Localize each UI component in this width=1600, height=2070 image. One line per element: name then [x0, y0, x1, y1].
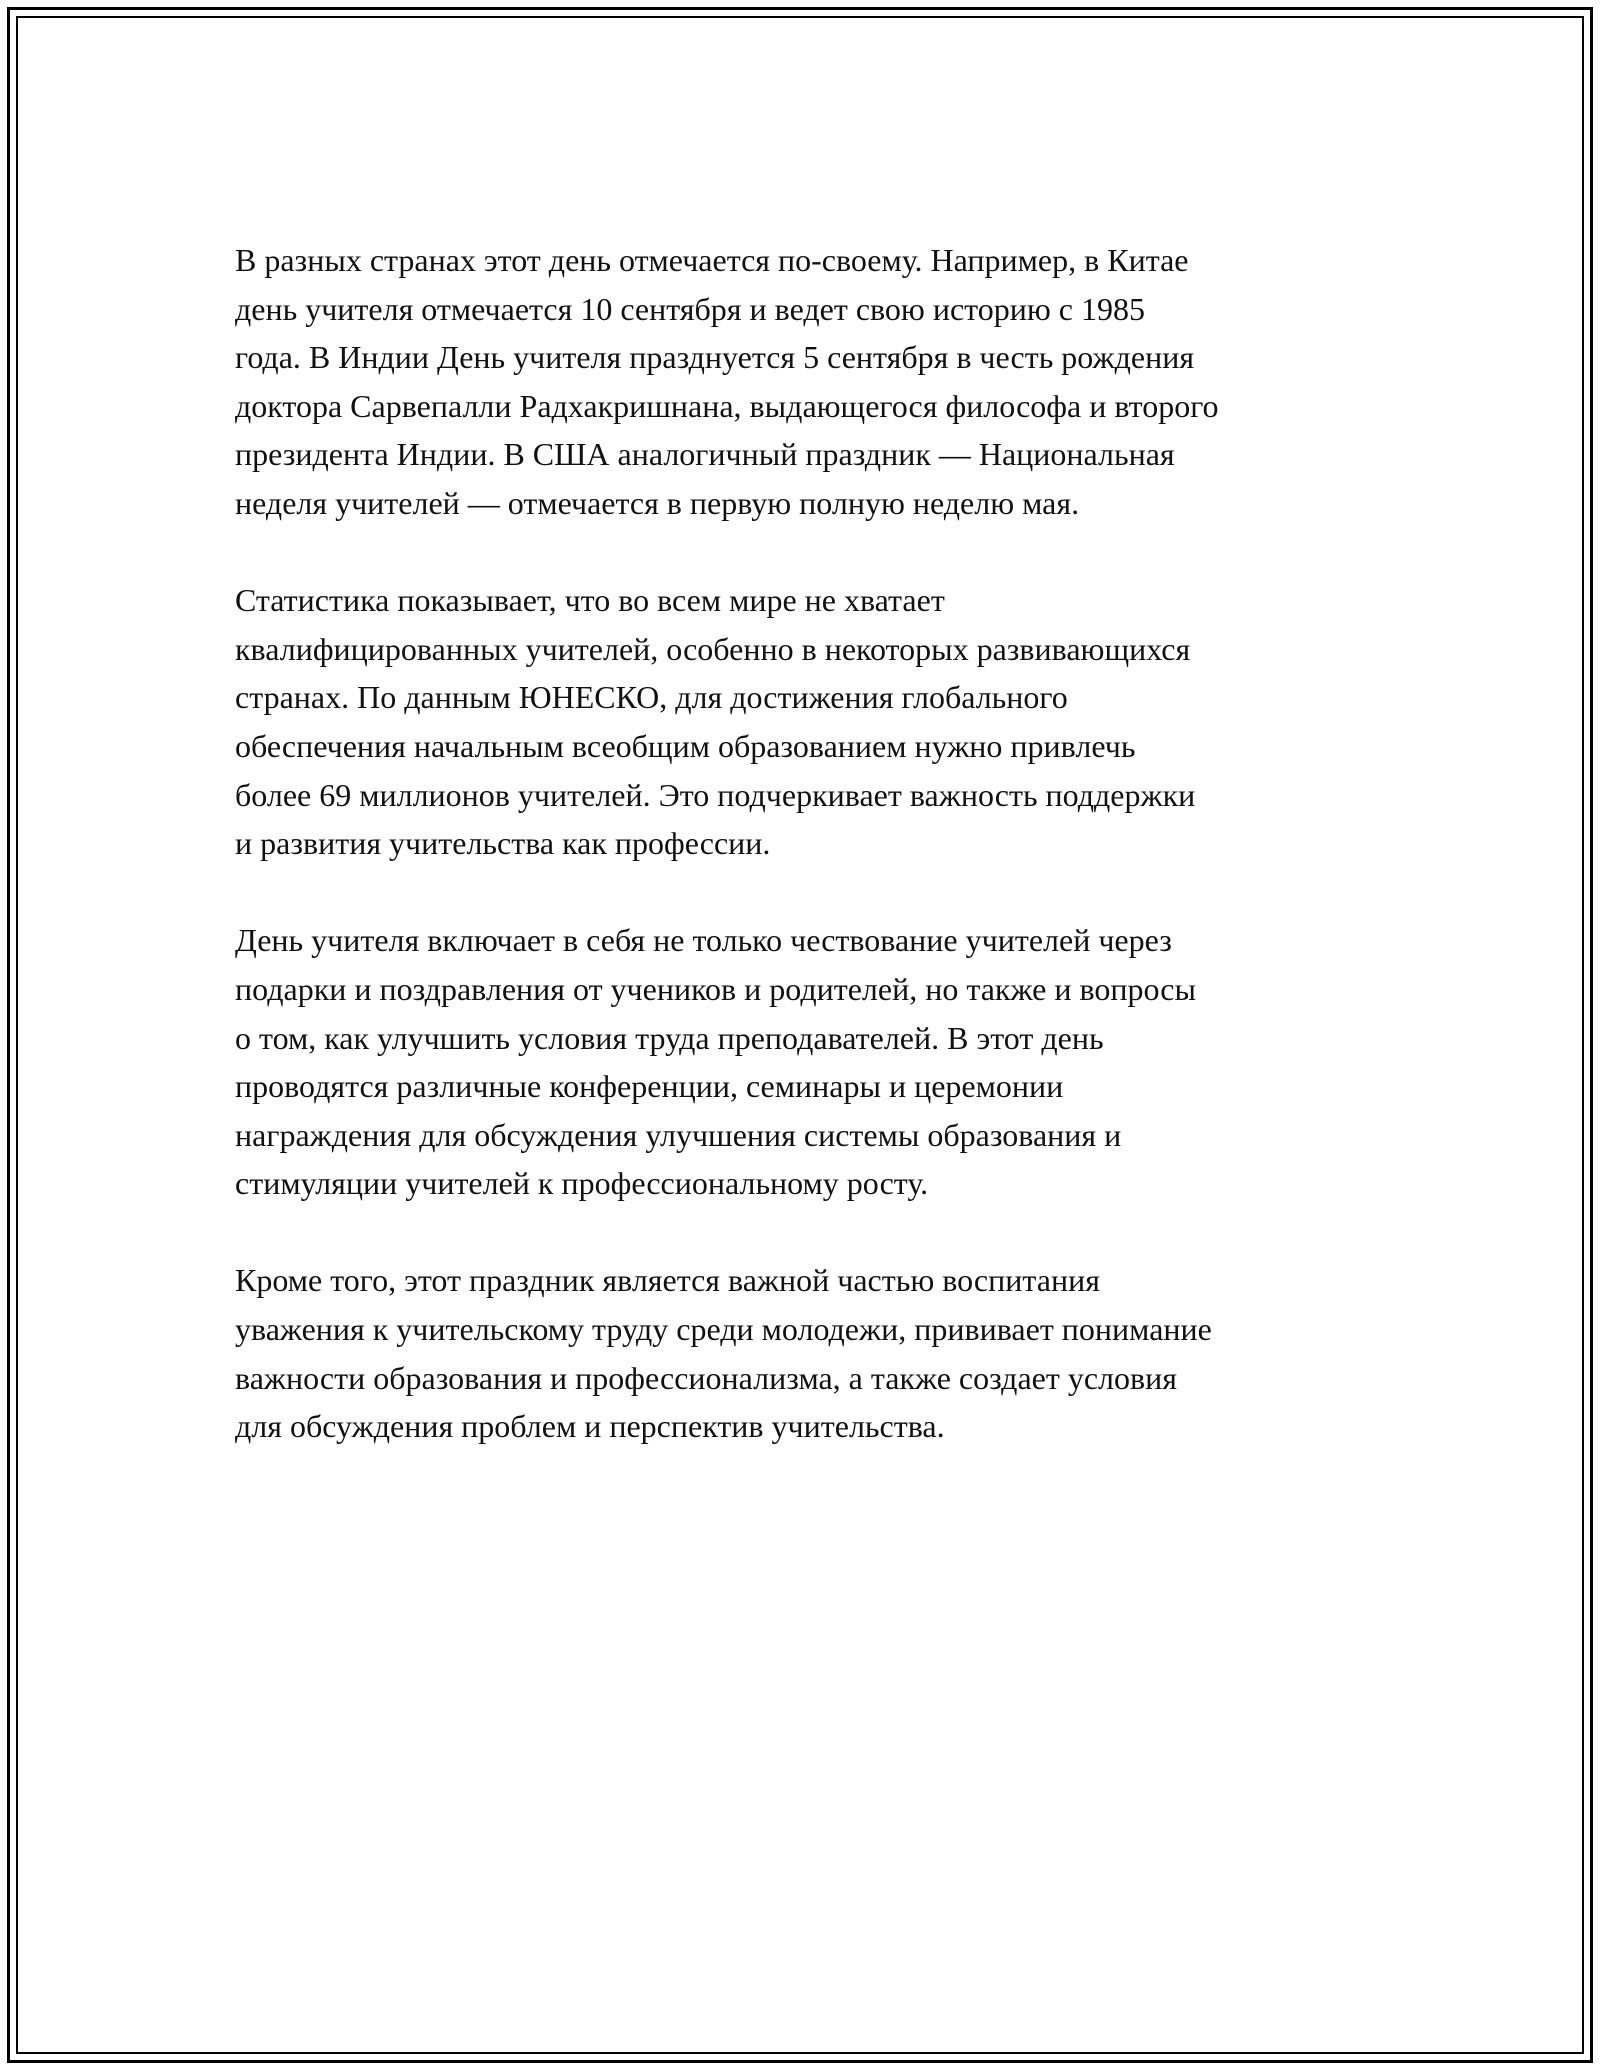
text-line: неделя учителей — отмечается в первую полную неделю мая.	[235, 484, 1080, 521]
text-line: президента Индии. В США аналогичный праздник — Национальная	[235, 436, 1175, 473]
text-line: день учителя отмечается 10 сентября и ведет свою историю с 1985	[235, 290, 1145, 327]
text-line: День учителя включает в себя не только чествование учителей через	[235, 922, 1172, 959]
paragraph-3	[235, 916, 1375, 1208]
paragraph-1	[235, 236, 1375, 528]
text-line: стимуляции учителей к профессиональному росту.	[235, 1165, 929, 1202]
text-line: для обсуждения проблем и перспектив учительства.	[235, 1408, 945, 1445]
text-line: подарки и поздравления от учеников и родителей, но также и вопросы	[235, 970, 1196, 1007]
text-line: Кроме того, этот праздник является важной частью воспитания	[235, 1262, 1100, 1299]
text-line: уважения к учительскому труду среди молодежи, прививает понимание	[235, 1311, 1212, 1348]
text-line: доктора Сарвепалли Радхакришнана, выдающегося философа и второго	[235, 387, 1219, 424]
text-line: обеспечения начальным всеобщим образованием нужно привлечь	[235, 727, 1136, 764]
text-line: более 69 миллионов учителей. Это подчеркивает важность поддержки	[235, 776, 1196, 813]
text-line: проводятся различные конференции, семинары и церемонии	[235, 1068, 1064, 1105]
text-line: года. В Индии День учителя празднуется 5 сентября в честь рождения	[235, 339, 1195, 376]
text-line: важности образования и профессионализма, а также создает условия	[235, 1359, 1177, 1396]
text-line: странах. По данным ЮНЕСКО, для достижения глобального	[235, 679, 1068, 716]
text-line: награждения для обсуждения улучшения системы образования и	[235, 1116, 1122, 1153]
text-line: и развития учительства как профессии.	[235, 825, 771, 862]
text-line: о том, как улучшить условия труда преподавателей. В этот день	[235, 1019, 1104, 1056]
text-line: Статистика показывает, что во всем мире не хватает	[235, 582, 945, 619]
paragraph-2	[235, 576, 1375, 868]
text-line: квалифицированных учителей, особенно в некоторых развивающихся	[235, 630, 1191, 667]
text-line: В разных странах этот день отмечается по-своему. Например, в Китае	[235, 242, 1189, 278]
document-body	[235, 236, 1375, 1499]
paragraph-4	[235, 1256, 1375, 1450]
